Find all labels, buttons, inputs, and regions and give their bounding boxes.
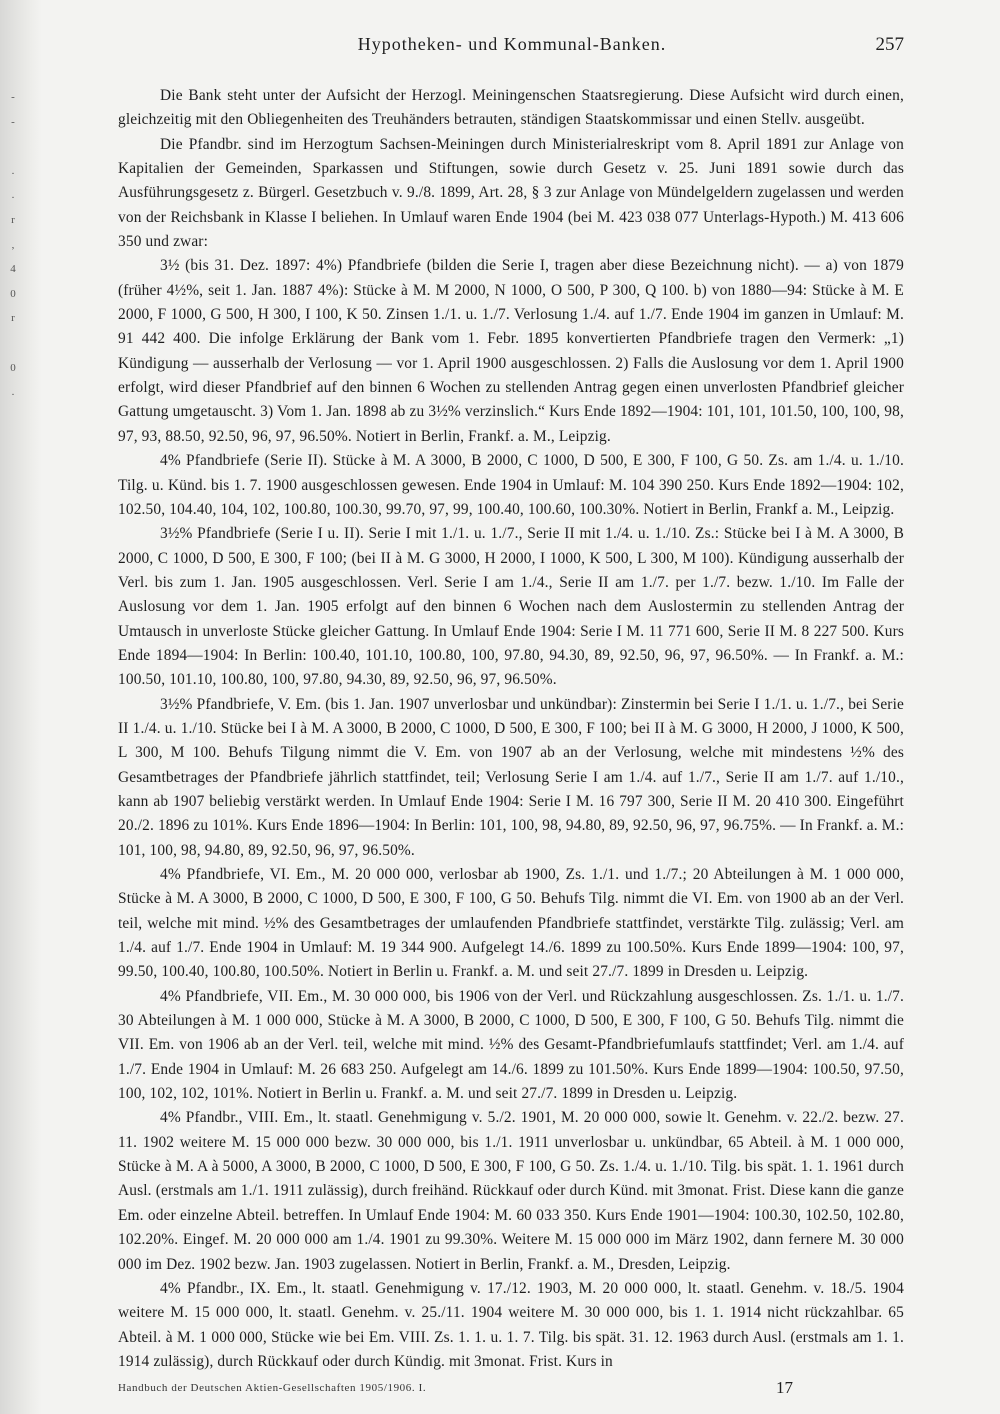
- margin-mark: .: [11, 189, 15, 202]
- margin-marks: [6, 85, 20, 405]
- margin-mark: 4: [10, 263, 16, 276]
- running-title: Hypotheken- und Kommunal-Banken.: [357, 34, 667, 54]
- margin-mark: 0: [10, 287, 16, 300]
- paragraph: Die Pfandbr. sind im Herzogtum Sachsen-Meiningen durch Ministerialreskript vom 8. April 1891 zur Anlage von Kapitalien der Gemeinden, Sparkassen und Stiftungen, sowie durch Gesetz v. 25. Juni 1891 sowie durch das Ausführungsgesetz z. Bürgerl. Gesetzbuch v. 9./8. 1899, Art. 28, § 3 zur Anlage von Mündelgeldern zugelassen und werden von der Reichsbank in Klasse I beliehen. In Umlauf waren Ende 1904 (bei M. 423 038 077 Unterlags-Hypoth.) M. 413 606 350 und zwar:: [118, 135, 904, 251]
- body-text: [118, 84, 904, 1374]
- margin-mark: r: [11, 312, 15, 325]
- page-footer: [118, 1378, 904, 1402]
- margin-mark: 0: [10, 361, 16, 374]
- margin-mark: ,: [11, 238, 15, 251]
- margin-mark: .: [11, 164, 15, 177]
- paragraph: 4% Pfandbriefe, VII. Em., M. 30 000 000, bis 1906 von der Verl. und Rückzahlung ausgeschlossen. Zs. 1./1. u. 1./7. 30 Abteilungen à M. 1 000 000, Stücke à M. A 3000, B 2000, C 1000, D 500, E 300, F 100, G 50. Behufs Tilg. nimmt die VII. Em. von 1906 ab an der Verl. teil, welche mit mind. ½% des Gesamt-Pfandbriefumlaufs stattfindet; Verl. am 1./4. auf 1./7. Ende 1904 in Umlauf: M. 26 683 250. Aufgelegt am 14./6. 1899 zu 101.50%. Kurs Ende 1899—1904: 100.50, 97.50, 100, 102, 102, 101%. Notiert in Berlin u. Frankf. a. M. und seit 27./7. 1899 in Dresden u. Leipzig.: [118, 987, 904, 1103]
- signature-mark: 17: [776, 1378, 793, 1397]
- footer-note: Handbuch der Deutschen Aktien-Gesellschaften 1905/1906. I.: [118, 1382, 427, 1394]
- margin-mark: [6, 134, 20, 159]
- paragraph: 4% Pfandbriefe (Serie II). Stücke à M. A 3000, B 2000, C 1000, D 500, E 300, F 100, G 50. Zs. am 1./4. u. 1./10. Tilg. u. Künd. bis 1. 7. 1900 ausgeschlossen gewesen. Ende 1904 in Umlauf: M. 104 390 250. Kurs Ende 1892—1904: 102, 102.50, 104.40, 104, 102, 100.80, 100.30, 99.70, 97, 99, 100.40, 100.60, 100.30%. Notiert in Berlin, Frankf a. M., Leipzig.: [118, 452, 904, 518]
- margin-mark: r: [11, 213, 15, 226]
- margin-mark: -: [11, 91, 15, 103]
- paragraph: 3½% Pfandbriefe (Serie I u. II). Serie I mit 1./1. u. 1./7., Serie II mit 1./4. u. 1./10. Zs.: Stücke bei I à M. A 3000, B 2000, C 1000, D 500, E 300, F 100; (bei II à M. G 3000, H 2000, I 1000, K 500, L 300, M 100). Kündigung ausserhalb der Verl. bis zum 1. Jan. 1905 ausgeschlossen. Verl. Serie I am 1./4., Serie II am 1./7. per 1./7. bezw. 1./10. Im Falle der Auslosung vor dem 1. Jan. 1905 erfolgt auf den binnen 6 Wochen nach dem Auslostermin zu stellenden Antrag der Umtausch in unverloste Stücke gleicher Gattung. In Umlauf Ende 1904: Serie I M. 11 771 600, Serie II M. 8 227 500. Kurs Ende 1894—1904: In Berlin: 100.40, 101.10, 100.80, 100, 97.80, 94.30, 89, 92.50, 96, 97, 96.50%. — In Frankf. a. M.: 100.50, 101.10, 100.80, 100, 97.80, 94.30, 89, 92.50, 96, 97, 96.50%.: [118, 525, 904, 689]
- paragraph: 3½% Pfandbriefe, V. Em. (bis 1. Jan. 1907 unverlosbar und unkündbar): Zinstermin bei Serie I 1./1. u. 1./7., bei Serie II 1./4. u. 1./10. Stücke bei I à M. A 3000, B 2000, C 1000, D 500, E 300, F 100; bei II à M. G 3000, H 2000, J 1000, K 500, L 300, M 100. Behufs Tilgung nimmt die V. Em. von 1907 ab an der Verlosung, welche mit mindestens ½% des Gesamtbetrages der Pfandbriefe jährlich stattfindet, teil; Verlosung Serie I am 1./4. auf 1./7., Serie II am 1./7. auf 1./10., kann ab 1907 beliebig verstärkt werden. In Umlauf Ende 1904: Serie I M. 16 797 300, Serie II M. 20 410 300. Eingeführt 20./2. 1896 zu 101%. Kurs Ende 1896—1904: In Berlin: 101, 100, 98, 94.80, 89, 92.50, 96, 97, 96.75%. — In Frankf. a. M.: 101, 100, 98, 94.80, 89, 92.50, 96, 97, 96.50%.: [118, 695, 904, 859]
- running-head: [120, 34, 904, 60]
- paragraph: 4% Pfandbr., IX. Em., lt. staatl. Genehmigung v. 17./12. 1903, M. 20 000 000, lt. staatl. Genehm. v. 18./5. 1904 weitere M. 15 000 000, lt. staatl. Genehm. v. 25./11. 1904 weitere M. 30 000 000, bis 1. 1. 1914 nicht rückzahlbar. 65 Abteil. à M. 1 000 000, Stücke wie bei Em. VIII. Zs. 1. 1. u. 1. 7. Tilg. bis spät. 31. 12. 1963 durch Ausl. (erstmals am 1. 1. 1914 zulässig), durch Rückkauf oder durch Kündig. mit 3monat. Frist. Kurs in: [118, 1279, 904, 1370]
- paragraph: 4% Pfandbriefe, VI. Em., M. 20 000 000, verlosbar ab 1900, Zs. 1./1. und 1./7.; 20 Abteilungen à M. 1 000 000, Stücke à M. A 3000, B 2000, C 1000, D 500, E 300, F 100, G 50. Behufs Tilg. nimmt die VI. Em. von 1900 ab an der Verl. teil, welche mit mind. ½% des Gesamtbetrages der umlaufenden Pfandbriefe stattfindet, verstärkte Tilg. zulässig; Verl. am 1./4. auf 1./7. Ende 1904 in Umlauf: M. 19 344 900. Aufgelegt 14./6. 1899 zu 100.50%. Kurs Ende 1899—1904: 100, 97, 99.50, 100.40, 100.80, 100.50%. Notiert in Berlin u. Frankf. a. M. und seit 27./7. 1899 in Dresden u. Leipzig.: [118, 866, 904, 981]
- paragraph: 3½ (bis 31. Dez. 1897: 4%) Pfandbriefe (bilden die Serie I, tragen aber diese Bezeichnung nicht). — a) von 1879 (früher 4½%, seit 1. Jan. 1887 4%): Stücke à M. M 2000, N 1000, O 500, P 300, Q 100. b) von 1880—94: Stücke à M. E 2000, F 1000, G 500, H 300, I 100, K 50. Zinsen 1./1. u. 1./7. Verlosung 1./4. auf 1./7. Ende 1904 im ganzen in Umlauf: M. 91 442 400. Die infolge Erklärung der Bank vom 1. Febr. 1895 konvertierten Pfandbriefe tragen den Vermerk: „1) Kündigung — ausserhalb der Verlosung — vor 1. April 1900 ausgeschlossen. 2) Falls die Auslosung vor dem 1. April 1900 erfolgt, wird dieser Pfandbrief auf den binnen 6 Wochen zu stellenden Antrag gegen einen unverlosten Pfandbrief gleicher Gattung umgetauscht. 3) Vom 1. Jan. 1898 ab zu 3½% verzinslich.“ Kurs Ende 1892—1904: 101, 101, 101.50, 100, 100, 98, 97, 93, 88.50, 92.50, 96, 97, 96.50%. Notiert in Berlin, Frankf. a. M., Leipzig.: [118, 257, 904, 445]
- margin-mark: .: [11, 386, 15, 399]
- margin-mark: [6, 331, 20, 356]
- paragraph: Die Bank steht unter der Aufsicht der Herzogl. Meiningenschen Staatsregierung. Diese Aufsicht wird durch einen, gleichzeitig mit den Obliegenheiten des Treuhänders betrauten, ständigen Staatskommissar und einen Stellv. ausgeübt.: [118, 87, 904, 129]
- margin-mark: -: [11, 115, 15, 128]
- page-number: 257: [875, 34, 904, 55]
- paragraph: 4% Pfandbr., VIII. Em., lt. staatl. Genehmigung v. 5./2. 1901, M. 20 000 000, sowie lt. Genehm. v. 22./2. bezw. 27. 11. 1902 weitere M. 15 000 000 bezw. 30 000 000, bis 1./1. 1911 unverlosbar u. unkündbar, 65 Abteil. à M. 1 000 000, Stücke à M. A à 5000, A 3000, B 2000, C 1000, D 500, E 300, F 100, G 50. Zs. 1./4. u. 1./10. Tilg. bis spät. 1. 1. 1961 durch Ausl. (erstmals am 1./1. 1911 zulässig), durch freihänd. Rückkauf oder durch Künd. mit 3monat. Frist. Diese kann die ganze Em. oder einzelne Abteil. betreffen. In Umlauf Ende 1904: M. 60 033 350. Kurs Ende 1901—1904: 100.30, 102.50, 102.80, 102.20%. Eingef. M. 20 000 000 am 1./4. 1901 zu 99.30%. Weitere M. 15 000 000 im März 1902, dann fernere M. 30 000 000 im Dez. 1902 bezw. Jan. 1903 zugelassen. Notiert in Berlin, Frankf. a. M., Dresden, Leipzig.: [118, 1109, 904, 1273]
